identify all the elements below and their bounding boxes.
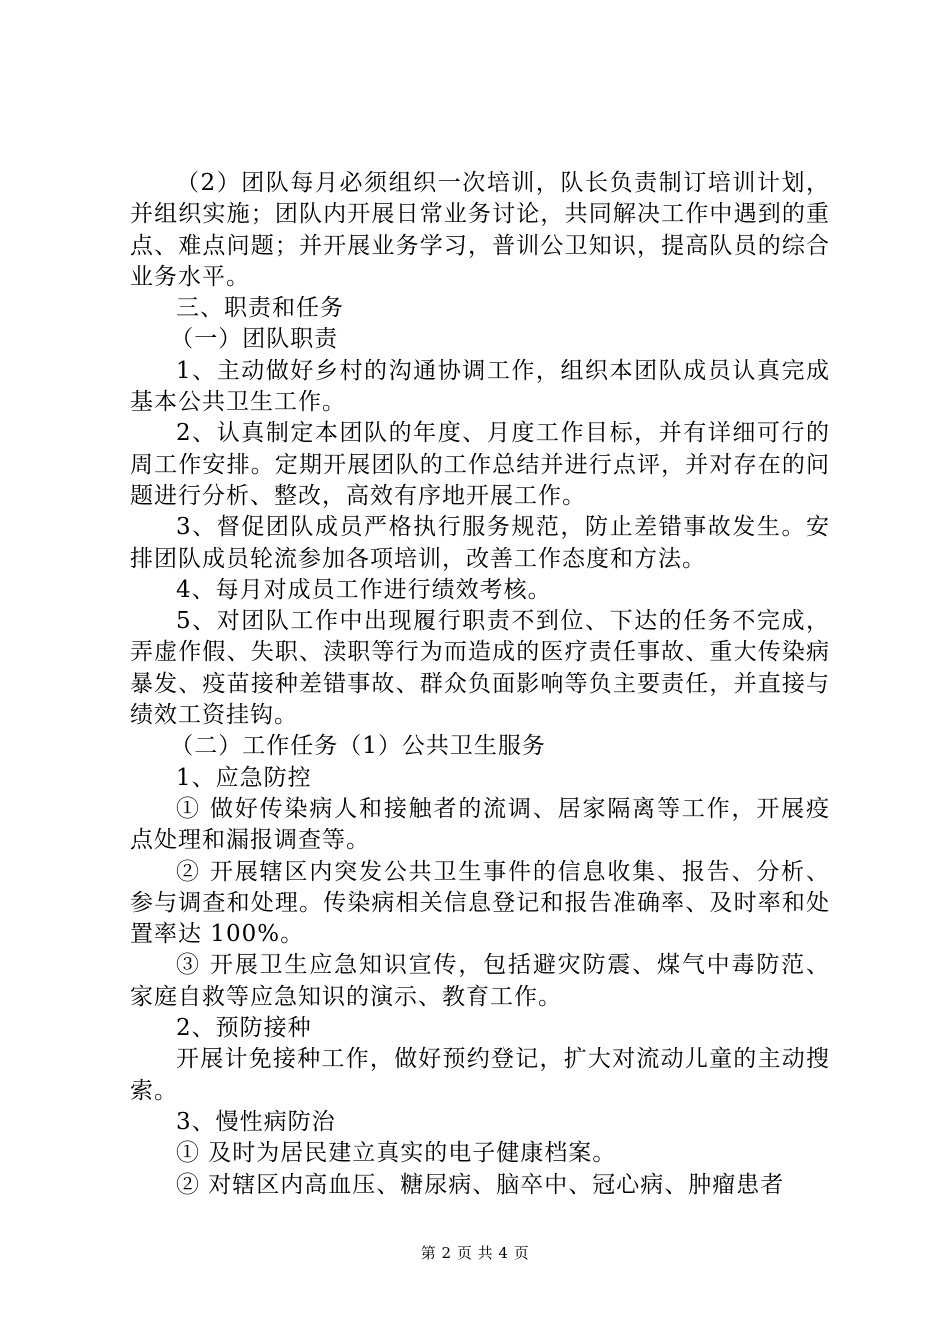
paragraph-duty-1: 1、主动做好乡村的沟通协调工作，组织本团队成员认真完成基本公共卫生工作。 bbox=[130, 357, 830, 416]
paragraph-duty-3: 3、督促团队成员严格执行服务规范，防止差错事故发生。安排团队成员轮流参加各项培训，改善工作态度和方法。 bbox=[130, 514, 830, 572]
subsection-heading-tasks: （二）工作任务（1）公共卫生服务 bbox=[170, 733, 546, 760]
paragraph-vaccination: 开展计免接种工作，做好预约登记，扩大对流动儿童的主动搜索。 bbox=[130, 1046, 830, 1104]
page-number-footer: 第 2 页 共 4 页 bbox=[420, 1244, 530, 1262]
paragraph-chronic-2: ② 对辖区内高血压、糖尿病、脑卒中、冠心病、肿瘤患者 bbox=[176, 1171, 785, 1198]
paragraph-emergency-3: ③ 开展卫生应急知识宣传，包括避灾防震、煤气中毒防范、家庭自救等应急知识的演示、教育工作。 bbox=[130, 952, 830, 1010]
paragraph-emergency-2: ② 开展辖区内突发公共卫生事件的信息收集、报告、分析、参与调查和处理。传染病相关信息登记和报告准确率、及时率和处置率达 100%。 bbox=[130, 858, 830, 948]
paragraph-training: （2）团队每月必须组织一次培训，队长负责制订培训计划，并组织实施；团队内开展日常业务讨论，共同解决工作中遇到的重点、难点问题；并开展业务学习，普训公卫知识，提高队员的综合业务水平。 bbox=[130, 170, 830, 290]
subsection-heading-team-duties: （一）团队职责 bbox=[170, 326, 339, 353]
section-heading-duties: 三、职责和任务 bbox=[176, 295, 344, 322]
item-heading-emergency: 1、应急防控 bbox=[176, 764, 312, 791]
paragraph-emergency-1: ① 做好传染病人和接触者的流调、居家隔离等工作，开展疫点处理和漏报调查等。 bbox=[130, 795, 830, 854]
paragraph-duty-5: 5、对团队工作中出现履行职责不到位、下达的任务不完成，弄虚作假、失职、渎职等行为而造成的医疗责任事故、重大传染病暴发、疫苗接种差错事故、群众负面影响等负主要责任，并直接与绩效工资挂钩。 bbox=[130, 608, 830, 729]
document-body bbox=[130, 168, 830, 1201]
item-heading-chronic-disease: 3、慢性病防治 bbox=[176, 1108, 336, 1135]
paragraph-duty-4: 4、每月对成员工作进行绩效考核。 bbox=[176, 576, 552, 603]
item-heading-vaccination: 2、预防接种 bbox=[176, 1015, 312, 1042]
paragraph-duty-2: 2、认真制定本团队的年度、月度工作目标，并有详细可行的周工作安排。定期开展团队的工作总结并进行点评，并对存在的问题进行分析、整改，高效有序地开展工作。 bbox=[130, 420, 830, 509]
paragraph-chronic-1: ① 及时为居民建立真实的电子健康档案。 bbox=[176, 1140, 617, 1167]
